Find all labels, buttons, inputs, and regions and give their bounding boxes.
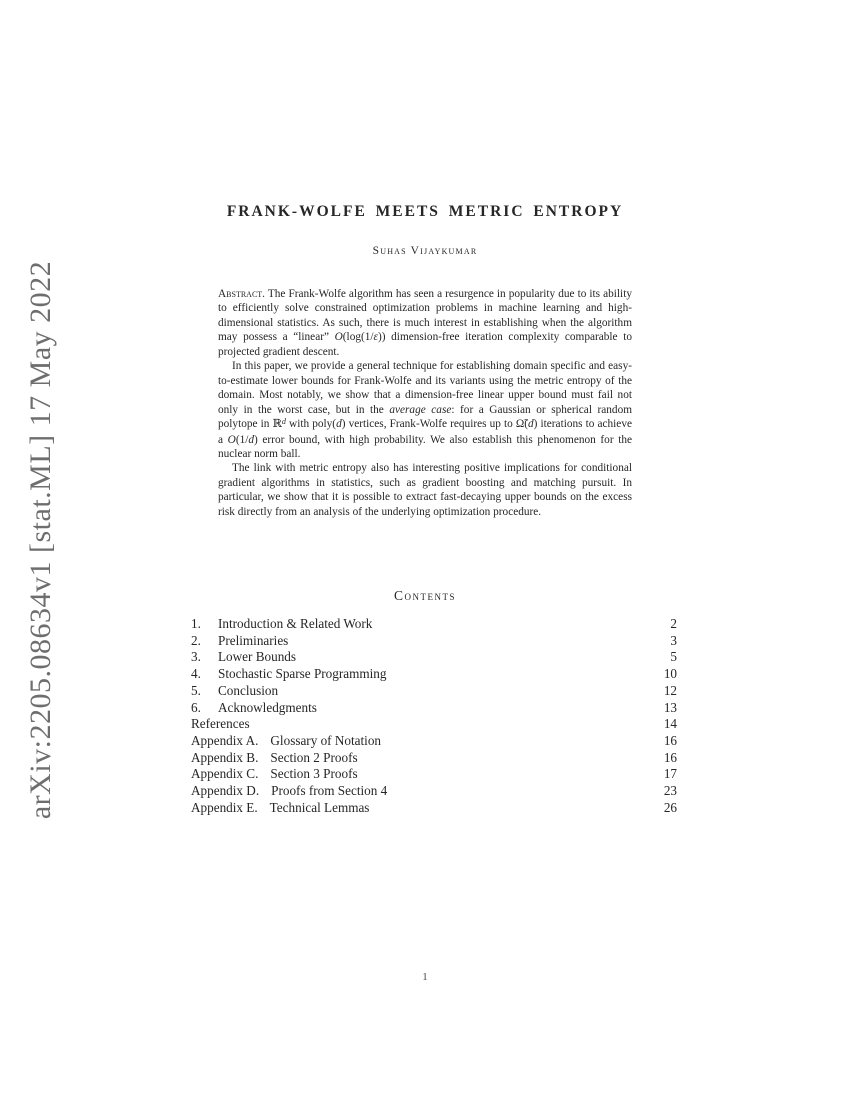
toc-entry-page: 3	[670, 632, 677, 648]
toc-entry-label: Conclusion	[218, 682, 279, 698]
toc-entry[interactable]	[191, 800, 677, 817]
toc-entry-page: 2	[670, 616, 677, 631]
author-name: Suhas Vijaykumar	[372, 245, 478, 257]
toc-entry-number: 1.	[191, 616, 201, 631]
toc-entry[interactable]	[191, 716, 677, 733]
toc-entry-label: Preliminaries	[218, 632, 289, 648]
toc-entry-label: Section 3 Proofs	[270, 766, 358, 782]
toc-entry-number: Appendix B.	[191, 749, 259, 765]
toc-entry-label: Proofs from Section 4	[271, 783, 388, 799]
toc-entry-label: Acknowledgments	[218, 699, 317, 715]
toc-entry-number: 2.	[191, 632, 201, 648]
page-number: 1	[422, 971, 428, 983]
toc-entry[interactable]	[191, 783, 677, 800]
abstract-paragraph: The link with metric entropy also has interesting positive implications for conditional gradient algorithms in statistics, such as gradient boosting and matching pursuit. In particular, we show that it is possible to extract fast-decaying upper bounds on the excess risk directly from an analysis of the underlying optimization procedure.	[218, 462, 632, 518]
toc-entry[interactable]	[191, 649, 677, 666]
toc-entry-page: 17	[663, 766, 677, 782]
toc-entry-page: 16	[663, 732, 677, 748]
arxiv-watermark: arXiv:2205.08634v1 [stat.ML] 17 May 2022	[24, 260, 57, 820]
toc-entry-label: Introduction & Related Work	[218, 616, 373, 631]
toc-entry-number: 5.	[191, 682, 201, 698]
toc-entry-number: 3.	[191, 649, 201, 665]
contents-list	[191, 616, 677, 816]
toc-entry-number: Appendix D.	[191, 783, 260, 799]
toc-entry-number: 6.	[191, 699, 201, 715]
toc-entry-page: 23	[663, 783, 677, 799]
toc-entry-label: Glossary of Notation	[270, 732, 382, 748]
toc-entry-page: 26	[663, 799, 677, 815]
toc-entry-label: References	[191, 716, 250, 732]
toc-entry[interactable]	[191, 616, 677, 633]
toc-entry-page: 12	[663, 682, 677, 698]
abstract	[218, 287, 632, 519]
toc-entry[interactable]	[191, 666, 677, 683]
toc-entry-number: 4.	[191, 666, 201, 682]
paper-title: FRANK-WOLFE MEETS METRIC ENTROPY	[226, 203, 624, 220]
toc-entry[interactable]	[191, 733, 677, 750]
abstract-paragraph: In this paper, we provide a general technique for establishing domain specific and easy-to-estimate lower bounds for Frank-Wolfe and its variants using the metric entropy of the domain. Most notably, we show that a dimension-free linear upper bound must fail not only in the worst case, but in the average case: for a Gaussian or spherical random polytope in ℝ$^d$ with poly(d) vertices, Frank-Wolfe requires up to Ω̃(d) iterations to achieve a O(1/d) error bound, with high probability. We also establish this phenomenon for the nuclear norm ball.	[218, 360, 633, 460]
toc-entry[interactable]	[191, 700, 677, 717]
toc-entry-page: 10	[663, 666, 677, 682]
toc-entry-page: 14	[663, 716, 677, 732]
toc-entry-number: Appendix A.	[191, 732, 259, 748]
toc-entry-page: 16	[663, 749, 677, 765]
toc-entry-page: 13	[663, 699, 677, 715]
toc-entry-number: Appendix C.	[191, 766, 259, 782]
abstract-paragraph: Abstract. The Frank-Wolfe algorithm has seen a resurgence in popularity due to its ability to efficiently solve constrained optimization problems in machine learning and high-dimensional statistics. As such, there is much interest in establishing when the algorithm may possess a “linear” O(log(1/ε)) dimension-free iteration complexity comparable to projected gradient descent.	[218, 288, 632, 358]
toc-entry[interactable]	[191, 683, 677, 700]
toc-entry-label: Technical Lemmas	[269, 799, 370, 815]
toc-entry[interactable]	[191, 750, 677, 767]
contents-heading: Contents	[393, 588, 456, 603]
toc-entry-label: Section 2 Proofs	[270, 749, 358, 765]
toc-entry[interactable]	[191, 766, 677, 783]
toc-entry-label: Stochastic Sparse Programming	[218, 666, 387, 682]
toc-entry[interactable]	[191, 633, 677, 650]
toc-entry-number: Appendix E.	[191, 799, 258, 815]
toc-entry-page: 5	[670, 649, 677, 665]
toc-entry-label: Lower Bounds	[218, 649, 297, 665]
